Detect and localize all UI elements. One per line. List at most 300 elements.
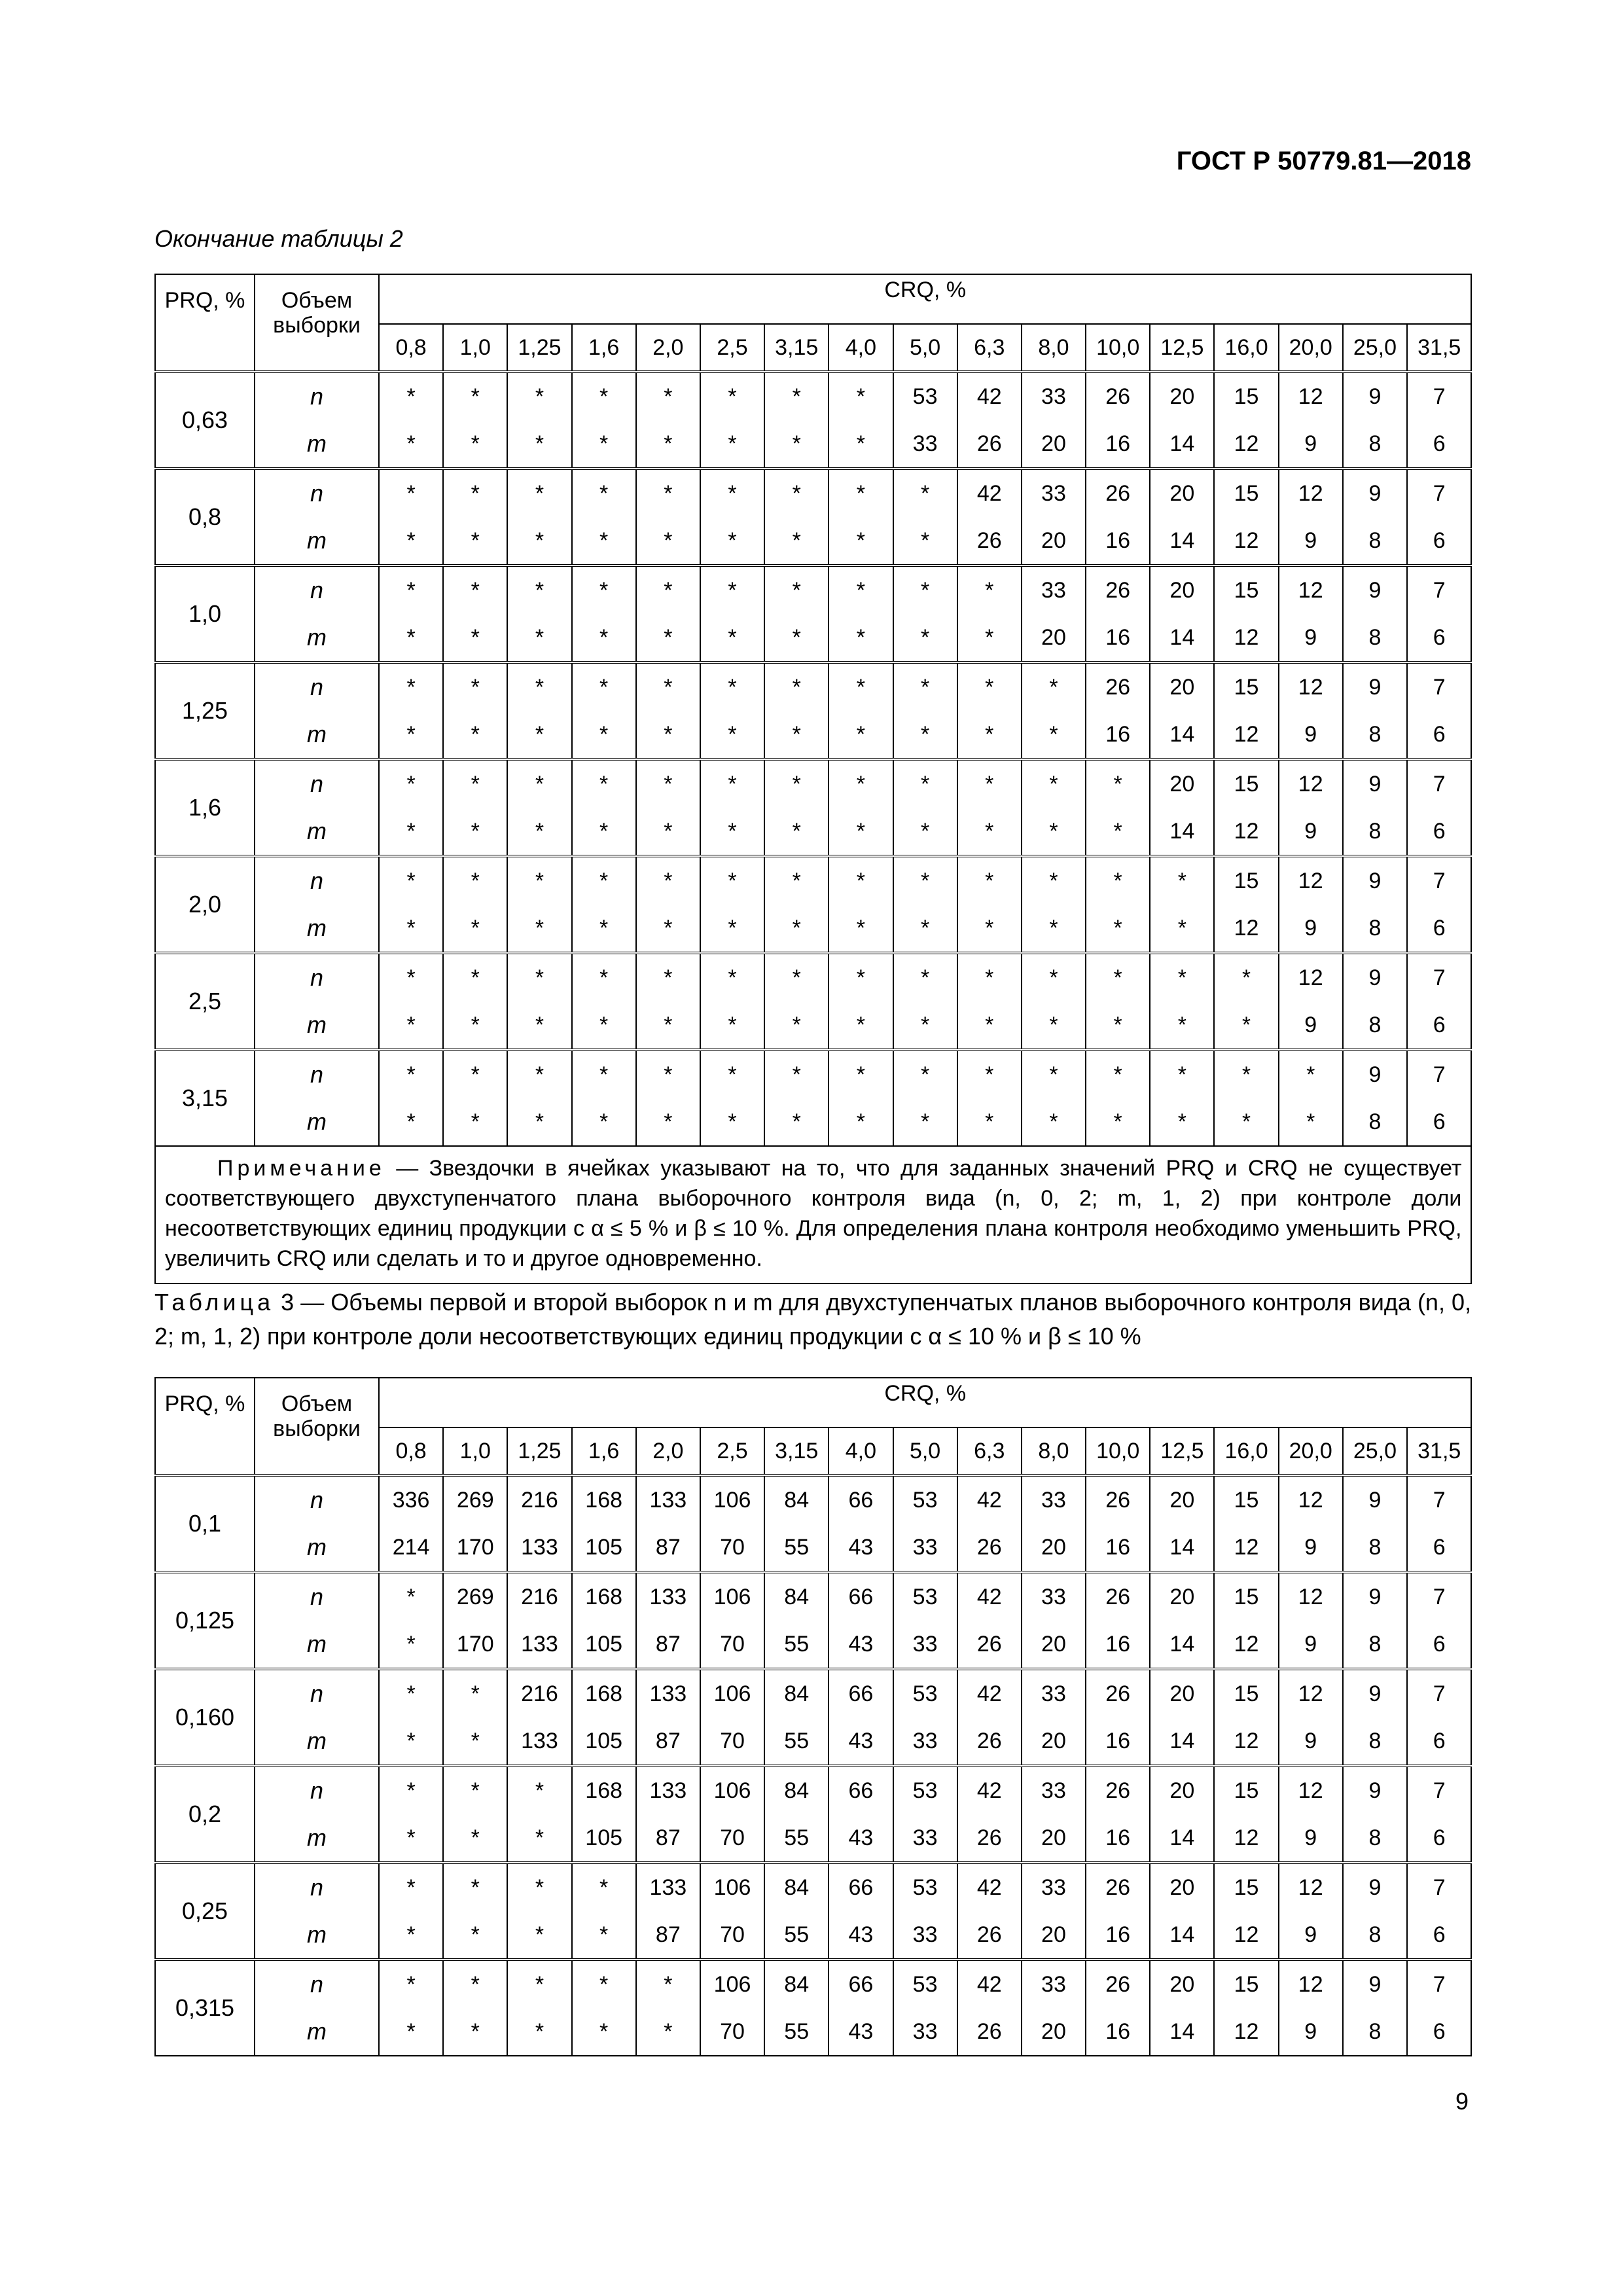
table-row-m [155,1098,1471,1146]
table-cell: * [443,614,507,662]
prq-value: 0,25 [155,1863,255,1960]
sample-label-n: n [255,1475,379,1524]
crq-value-header: 12,5 [1150,324,1214,372]
table-cell: * [443,517,507,565]
table-cell: 20 [1022,1717,1086,1766]
table-cell: * [443,1717,507,1766]
table-cell: 168 [572,1669,636,1717]
prq-value: 0,63 [155,372,255,469]
table-cell: 15 [1214,759,1278,808]
table-cell: * [700,469,764,517]
table-cell: 43 [829,1524,893,1572]
table-cell: * [893,856,957,905]
crq-value-header: 20,0 [1279,324,1343,372]
table-cell: 15 [1214,1863,1278,1911]
table-cell: 55 [764,2008,829,2056]
table-cell: 33 [893,420,957,469]
table-cell: 106 [700,1960,764,2008]
table-cell: * [1150,1050,1214,1098]
table-cell: 43 [829,1911,893,1960]
table-cell: 14 [1150,1717,1214,1766]
table-cell: 16 [1086,614,1150,662]
table-cell: * [957,1098,1022,1146]
table-cell: 12 [1279,565,1343,614]
table-cell: 66 [829,1475,893,1524]
table-cell: 133 [636,1475,700,1524]
table-cell: * [636,856,700,905]
table-cell: * [957,953,1022,1001]
table-cell: 9 [1343,1669,1407,1717]
table-cell: * [764,759,829,808]
table-cell: 269 [443,1475,507,1524]
crq-value-header: 20,0 [1279,1427,1343,1475]
table-cell: * [1022,1098,1086,1146]
table-cell: * [379,1669,443,1717]
table-cell: * [572,1911,636,1960]
document-code: ГОСТ Р 50779.81—2018 [1176,147,1471,175]
table-cell: 269 [443,1572,507,1621]
table-cell: 12 [1214,808,1278,856]
table-cell: 15 [1214,372,1278,420]
table-cell: 26 [957,1621,1022,1669]
table-cell: 7 [1407,953,1471,1001]
table-cell: 106 [700,1863,764,1911]
crq-value-header: 1,0 [443,1427,507,1475]
table-cell: * [700,953,764,1001]
table-cell: 216 [507,1475,571,1524]
table-cell: 12 [1279,953,1343,1001]
table-cell: 20 [1150,1863,1214,1911]
table-cell: 8 [1343,2008,1407,2056]
table-cell: 66 [829,1572,893,1621]
table-cell: 9 [1279,905,1343,953]
table-cell: 66 [829,1669,893,1717]
table-cell: 14 [1150,1621,1214,1669]
table-cell: * [507,905,571,953]
crq-value-header: 5,0 [893,324,957,372]
table-cell: * [379,1911,443,1960]
table-cell: 14 [1150,711,1214,759]
table-row-n [155,372,1471,420]
table-cell: * [507,953,571,1001]
table-cell: 12 [1279,1475,1343,1524]
table-cell: 26 [1086,469,1150,517]
table-cell: * [1086,856,1150,905]
table-row-m [155,905,1471,953]
table-cell: * [893,808,957,856]
table3-crq-header: CRQ, % [379,1378,1471,1427]
table-cell: * [1150,1001,1214,1050]
table-cell: 133 [507,1717,571,1766]
table-cell: * [829,662,893,711]
table-cell: 6 [1407,1621,1471,1669]
table-cell: 87 [636,1524,700,1572]
prq-value: 2,0 [155,856,255,953]
table-cell: 12 [1214,517,1278,565]
crq-value-header: 6,3 [957,1427,1022,1475]
sample-label-n: n [255,1766,379,1814]
table-cell: * [700,905,764,953]
table-cell: 6 [1407,711,1471,759]
table-cell: * [957,1001,1022,1050]
table2-body [155,372,1471,1146]
crq-value-header: 4,0 [829,324,893,372]
table-cell: 8 [1343,1001,1407,1050]
sample-label-n: n [255,469,379,517]
table-cell: * [379,372,443,420]
table-cell: * [379,2008,443,2056]
sample-label-n: n [255,856,379,905]
table-cell: 84 [764,1863,829,1911]
table-cell: * [957,808,1022,856]
table-row-m [155,1814,1471,1863]
table-cell: 6 [1407,614,1471,662]
table-cell: * [764,1098,829,1146]
table2 [154,274,1472,1284]
table-cell: 43 [829,1717,893,1766]
table-cell: * [379,856,443,905]
table-cell: 33 [893,1911,957,1960]
table-cell: 12 [1214,905,1278,953]
table-cell: * [893,953,957,1001]
table-cell: * [636,420,700,469]
table-cell: 53 [893,1863,957,1911]
table-cell: * [957,711,1022,759]
table3-caption-label: Таблица [154,1289,275,1316]
table-cell: * [893,517,957,565]
table-cell: 14 [1150,1524,1214,1572]
table-cell: * [764,808,829,856]
table-cell: * [957,856,1022,905]
table-cell: * [443,905,507,953]
table-cell: * [829,1050,893,1098]
table-cell: 12 [1279,1960,1343,2008]
prq-value: 0,125 [155,1572,255,1669]
prq-value: 2,5 [155,953,255,1050]
crq-value-header: 2,5 [700,324,764,372]
table-cell: 14 [1150,1911,1214,1960]
prq-value: 1,25 [155,662,255,759]
table-cell: 9 [1279,420,1343,469]
table-cell: 42 [957,1766,1022,1814]
note-label: Примечание [217,1156,385,1181]
table-cell: * [379,1863,443,1911]
table-cell: 33 [1022,1863,1086,1911]
sample-label-m: m [255,711,379,759]
table-cell: * [443,808,507,856]
table-cell: 6 [1407,1717,1471,1766]
table-cell: 43 [829,1814,893,1863]
table-cell: 9 [1343,1766,1407,1814]
table-cell: * [1279,1050,1343,1098]
table-cell: 20 [1022,1911,1086,1960]
table-cell: 168 [572,1766,636,1814]
sample-label-m: m [255,808,379,856]
crq-value-header: 16,0 [1214,324,1278,372]
table-cell: 84 [764,1960,829,2008]
table-cell: 133 [507,1524,571,1572]
table-cell: 6 [1407,1098,1471,1146]
table-cell: 7 [1407,759,1471,808]
table-cell: 53 [893,1669,957,1717]
table-cell: * [507,759,571,808]
table-cell: * [572,420,636,469]
table-cell: * [893,469,957,517]
table-cell: 42 [957,1475,1022,1524]
table-cell: 20 [1022,420,1086,469]
table-cell: * [572,1098,636,1146]
table-cell: 20 [1150,565,1214,614]
crq-value-header: 8,0 [1022,324,1086,372]
table-cell: 9 [1343,565,1407,614]
table-cell: 26 [957,1911,1022,1960]
table-cell: 9 [1279,1621,1343,1669]
table-cell: 106 [700,1669,764,1717]
table-cell: 66 [829,1766,893,1814]
table-cell: 20 [1150,469,1214,517]
table-cell: * [379,1766,443,1814]
table-cell: * [379,711,443,759]
table-cell: 216 [507,1669,571,1717]
table-cell: 15 [1214,1960,1278,2008]
table-cell: * [957,614,1022,662]
page-number: 9 [1455,2088,1469,2115]
table-cell: 16 [1086,2008,1150,2056]
table-cell: * [700,759,764,808]
table-cell: 14 [1150,517,1214,565]
table-row-m [155,420,1471,469]
table-cell: * [829,856,893,905]
table-cell: * [764,905,829,953]
sample-label-n: n [255,953,379,1001]
table-cell: 7 [1407,1669,1471,1717]
table-cell: 16 [1086,1621,1150,1669]
table-cell: * [1086,759,1150,808]
table-cell: 7 [1407,1960,1471,2008]
table-cell: * [443,2008,507,2056]
table-row-n [155,1766,1471,1814]
table-cell: 26 [1086,1766,1150,1814]
prq-value: 0,160 [155,1669,255,1766]
table-cell: 15 [1214,662,1278,711]
table-cell: 84 [764,1669,829,1717]
table2-volume-header: Объем выборки [255,274,379,372]
table-cell: * [893,1050,957,1098]
sample-label-m: m [255,2008,379,2056]
sample-label-m: m [255,614,379,662]
table-cell: * [829,372,893,420]
table-cell: 7 [1407,662,1471,711]
table-cell: * [507,1814,571,1863]
prq-value: 3,15 [155,1050,255,1146]
table-cell: 12 [1214,614,1278,662]
table-cell: * [379,565,443,614]
table-cell: * [893,905,957,953]
table-cell: 9 [1279,2008,1343,2056]
table-cell: * [443,856,507,905]
sample-label-m: m [255,1814,379,1863]
table-cell: 8 [1343,1814,1407,1863]
sample-label-n: n [255,565,379,614]
table-cell: 9 [1279,614,1343,662]
table-cell: 7 [1407,565,1471,614]
table-cell: * [1022,1050,1086,1098]
table-cell: 9 [1343,372,1407,420]
table-cell: 106 [700,1572,764,1621]
crq-value-header: 16,0 [1214,1427,1278,1475]
table3-caption [154,1285,1471,1354]
crq-value-header: 25,0 [1343,324,1407,372]
table-cell: * [1022,808,1086,856]
table-cell: * [764,614,829,662]
table-cell: 70 [700,1814,764,1863]
sample-label-m: m [255,1001,379,1050]
table-cell: * [764,372,829,420]
table-cell: * [379,614,443,662]
crq-value-header: 1,25 [507,1427,571,1475]
table-cell: 9 [1279,711,1343,759]
table-cell: 20 [1150,759,1214,808]
table-cell: * [636,711,700,759]
table-cell: 105 [572,1524,636,1572]
sample-label-m: m [255,517,379,565]
table-cell: * [1022,856,1086,905]
table-cell: * [1022,711,1086,759]
table-cell: * [893,614,957,662]
table-cell: * [636,662,700,711]
table-cell: 55 [764,1524,829,1572]
table-row-m [155,1001,1471,1050]
table-row-m [155,1524,1471,1572]
table-cell: * [379,953,443,1001]
prq-value: 0,315 [155,1960,255,2056]
table-cell: * [636,905,700,953]
table-cell: 53 [893,1475,957,1524]
table-cell: * [572,1960,636,2008]
crq-value-header: 25,0 [1343,1427,1407,1475]
table-cell: 9 [1343,662,1407,711]
table-cell: * [764,662,829,711]
table-cell: 15 [1214,1572,1278,1621]
table-cell: 9 [1343,1960,1407,2008]
table-cell: * [829,808,893,856]
table-cell: 12 [1279,856,1343,905]
table-cell: 26 [1086,1960,1150,2008]
table-cell: * [572,614,636,662]
crq-value-header: 31,5 [1407,1427,1471,1475]
table-cell: * [507,808,571,856]
table-cell: 8 [1343,1098,1407,1146]
table-cell: 66 [829,1863,893,1911]
table-cell: 15 [1214,1669,1278,1717]
table-cell: 84 [764,1475,829,1524]
table-cell: 20 [1150,1766,1214,1814]
table-cell: * [1022,759,1086,808]
sample-label-m: m [255,1911,379,1960]
table-cell: * [700,856,764,905]
table-cell: * [572,711,636,759]
prq-value: 0,8 [155,469,255,565]
table-cell: 14 [1150,2008,1214,2056]
note-text: — Звездочки в ячейках указывают на то, что для заданных значений PRQ и CRQ не существует соответствующего двухступенчатого плана выборочного контроля вида (n, 0, 2; m, 1, 2) при контроле доли несоответствующих единиц продукции с α ≤ 5 % и β ≤ 10 %. Для определения плана контроля необходимо уменьшить PRQ, увеличить CRQ или сделать и то и другое одновременно. [165,1156,1462,1271]
table-cell: * [764,469,829,517]
table-cell: * [1022,662,1086,711]
table-cell: * [507,420,571,469]
table-cell: 12 [1279,1766,1343,1814]
prq-value: 1,0 [155,565,255,662]
table-cell: * [829,614,893,662]
table-cell: 7 [1407,469,1471,517]
table-cell: 20 [1150,662,1214,711]
table-cell: * [379,517,443,565]
table-cell: 20 [1022,2008,1086,2056]
crq-value-header: 6,3 [957,324,1022,372]
table-cell: 7 [1407,372,1471,420]
table-cell: * [379,1814,443,1863]
table-cell: 42 [957,1960,1022,2008]
table-cell: 8 [1343,517,1407,565]
table-cell: 26 [1086,1572,1150,1621]
table-cell: 33 [1022,1475,1086,1524]
sample-label-n: n [255,1669,379,1717]
table-row-n [155,953,1471,1001]
table-cell: 7 [1407,1766,1471,1814]
table-cell: 9 [1279,1717,1343,1766]
table-cell: * [700,1050,764,1098]
table-cell: 33 [1022,469,1086,517]
table-cell: 14 [1150,808,1214,856]
table-cell: 33 [893,1524,957,1572]
table-cell: * [443,1911,507,1960]
table-cell: 87 [636,1814,700,1863]
table-cell: * [572,372,636,420]
table-cell: 12 [1279,372,1343,420]
table-cell: * [764,1050,829,1098]
table-cell: 9 [1343,1572,1407,1621]
table-cell: * [636,2008,700,2056]
table-cell: 84 [764,1572,829,1621]
table-cell: 20 [1150,1669,1214,1717]
table-cell: 7 [1407,1050,1471,1098]
table-cell: 6 [1407,1001,1471,1050]
table-cell: * [636,1098,700,1146]
table-cell: 15 [1214,469,1278,517]
table-cell: * [957,1050,1022,1098]
crq-value-header: 3,15 [764,1427,829,1475]
table-cell: * [636,372,700,420]
table-cell: 87 [636,1911,700,1960]
table-cell: 168 [572,1475,636,1524]
table-cell: 8 [1343,1717,1407,1766]
table-cell: 8 [1343,614,1407,662]
table-cell: 84 [764,1766,829,1814]
table-cell: 26 [1086,372,1150,420]
table-cell: 8 [1343,1621,1407,1669]
table-cell: 15 [1214,565,1278,614]
sample-label-n: n [255,662,379,711]
table-cell: 15 [1214,1766,1278,1814]
table-cell: * [636,517,700,565]
table-cell: * [636,759,700,808]
table-cell: 133 [636,1572,700,1621]
sample-label-n: n [255,759,379,808]
table-cell: * [572,517,636,565]
table-cell: 26 [957,1524,1022,1572]
table-cell: 33 [893,2008,957,2056]
table-cell: * [700,614,764,662]
table-cell: * [829,1001,893,1050]
prq-value: 0,1 [155,1475,255,1572]
